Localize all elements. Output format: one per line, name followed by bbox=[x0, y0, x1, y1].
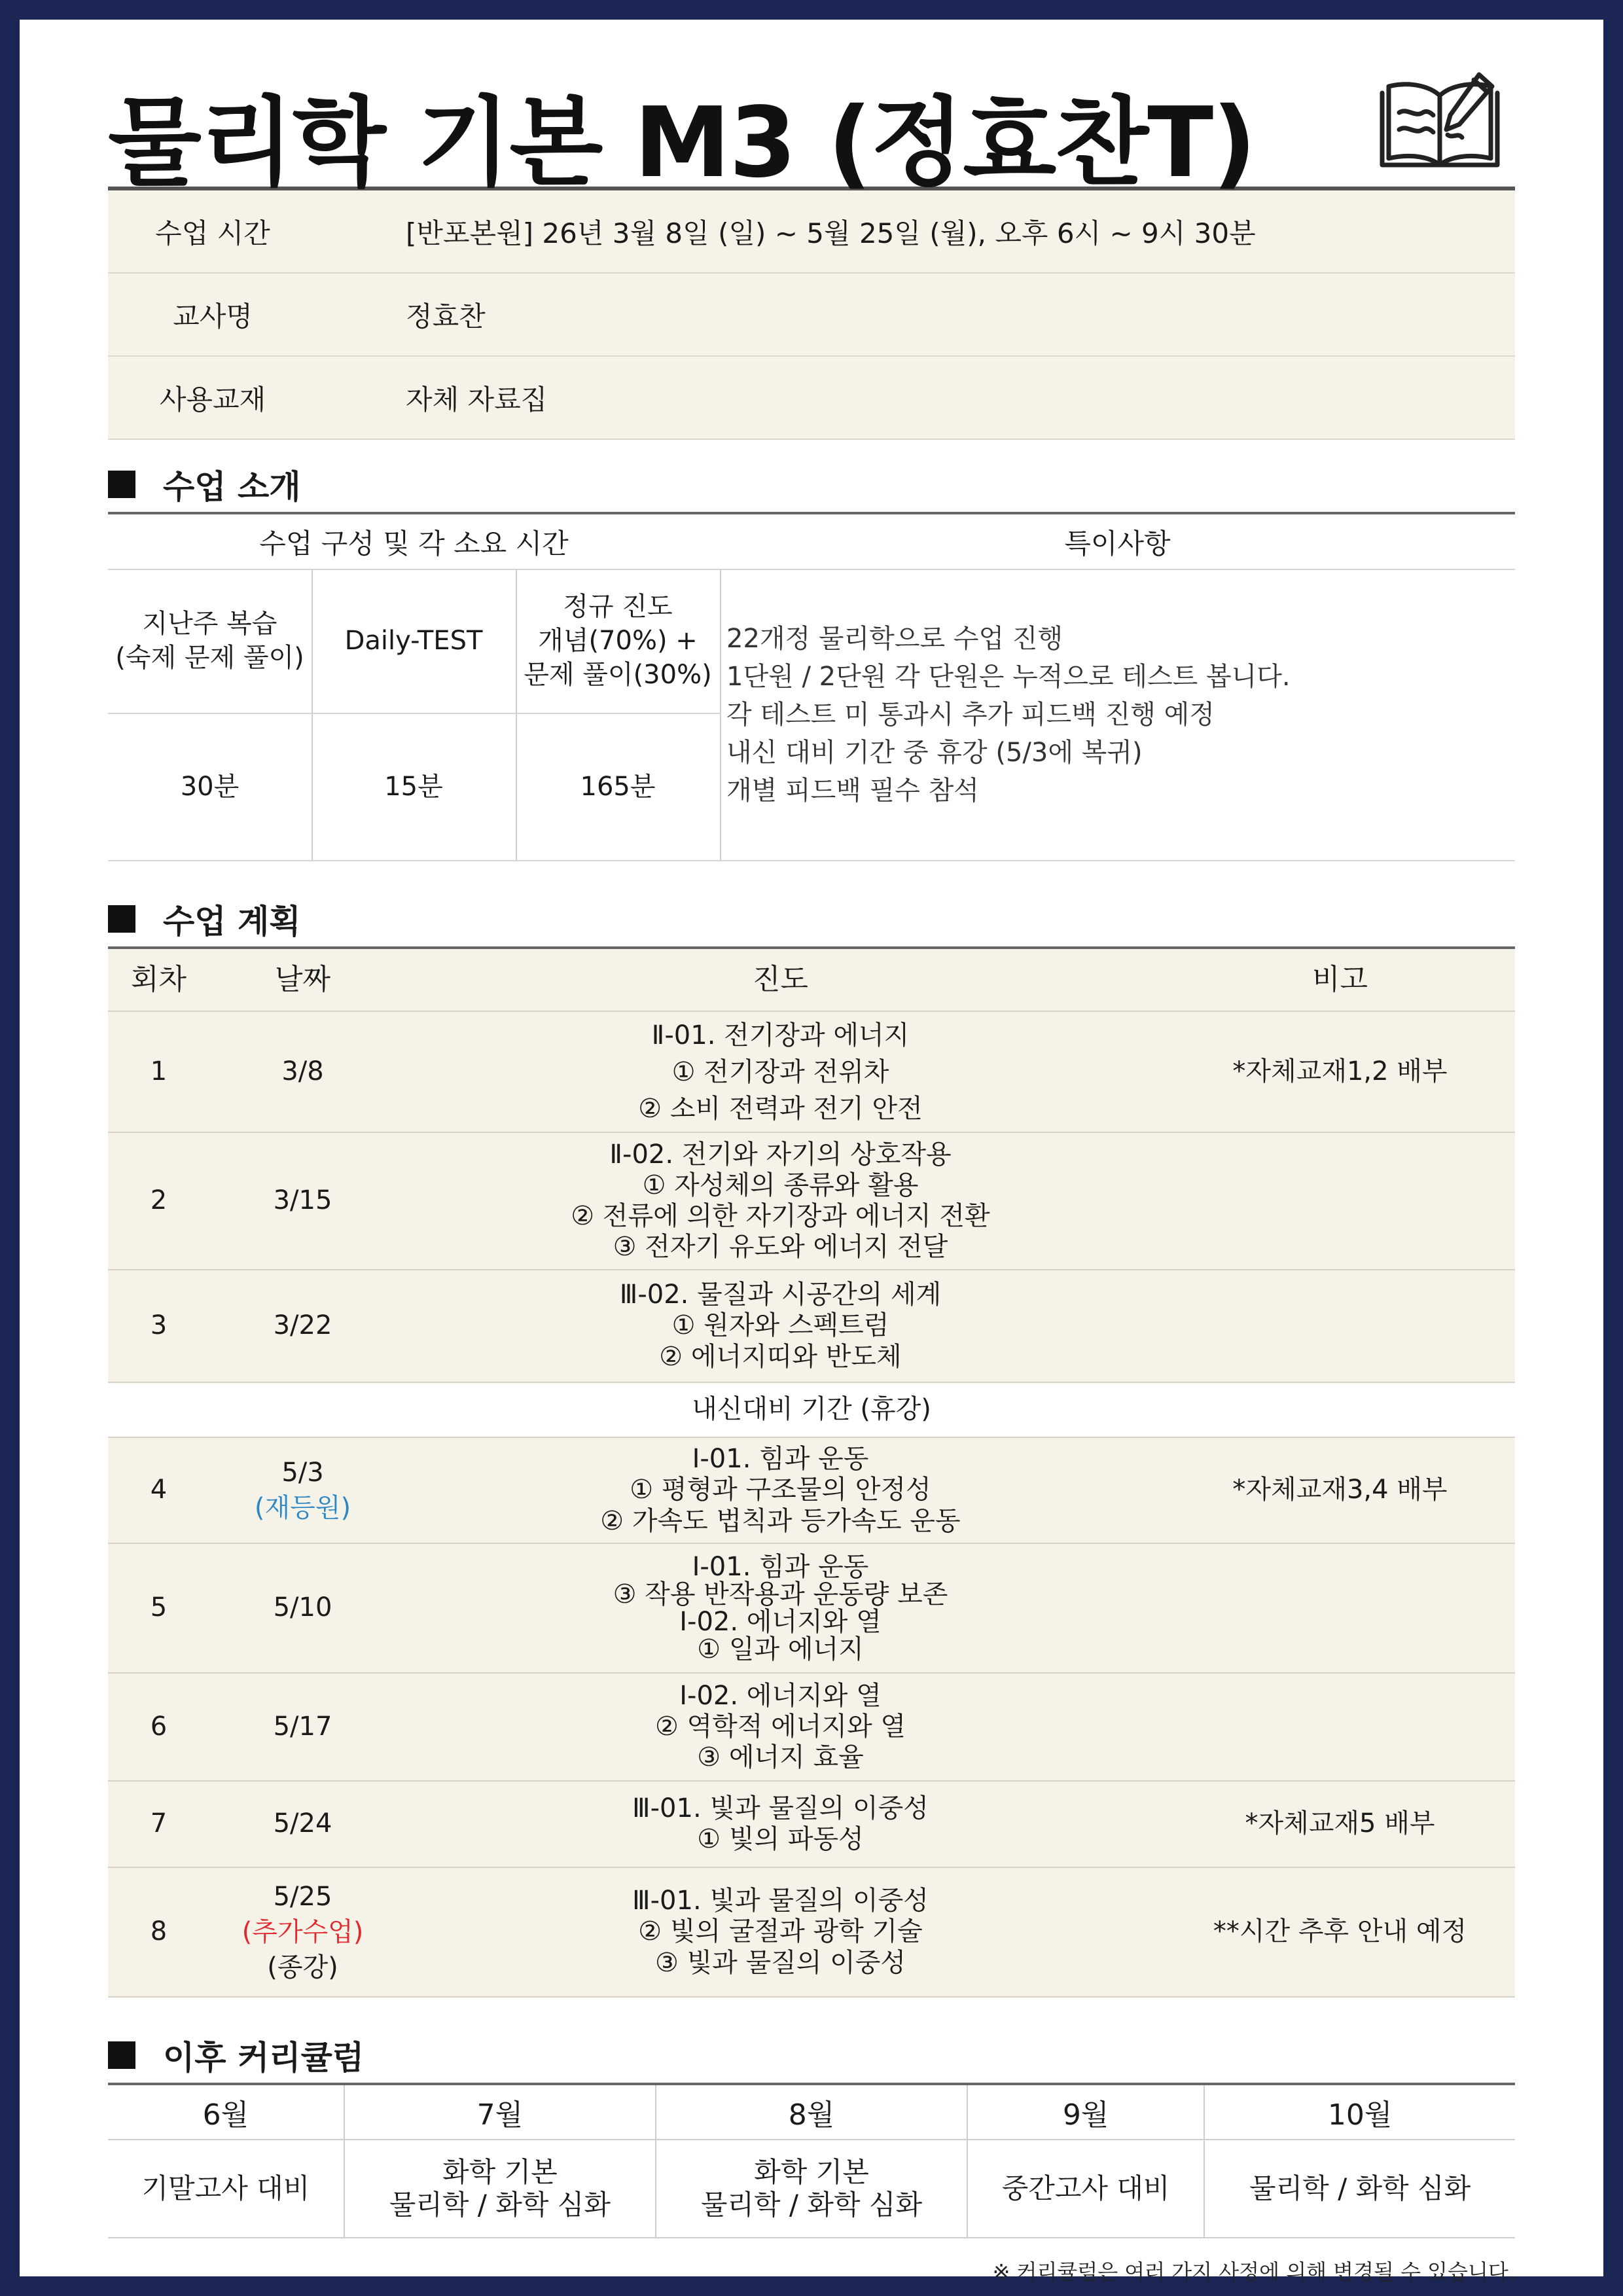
plan-content-line: ③ 빛과 물질의 이중성 bbox=[654, 1947, 906, 1978]
intro-notes bbox=[726, 569, 1512, 860]
plan-date: 3/22 bbox=[209, 1270, 396, 1382]
plan-col-header: 비고 bbox=[1165, 949, 1515, 1011]
curriculum-month-row bbox=[108, 2085, 1515, 2140]
plan-content-line: ② 에너지띠와 반도체 bbox=[659, 1341, 902, 1372]
plan-content-line: ③ 전자기 유도와 에너지 전달 bbox=[613, 1232, 948, 1263]
curriculum-item: 물리학 / 화학 심화 bbox=[1204, 2140, 1515, 2238]
info-table bbox=[108, 190, 1515, 440]
plan-note bbox=[1165, 1270, 1515, 1382]
plan-row bbox=[108, 1867, 1515, 1997]
plan-date-final-tag: (종강) bbox=[267, 1952, 338, 1982]
plan-content bbox=[396, 1673, 1165, 1781]
plan-session-no: 1 bbox=[108, 1011, 209, 1132]
intro-note: 개별 피드백 필수 참석 bbox=[726, 775, 979, 806]
info-value: 자체 자료집 bbox=[406, 383, 548, 416]
plan-row bbox=[108, 1543, 1515, 1673]
curriculum-item-row bbox=[108, 2140, 1515, 2238]
plan-date-cell bbox=[209, 1437, 396, 1543]
info-label: 사용교재 bbox=[159, 383, 266, 416]
info-value: [반포본원] 26년 3월 8일 (일) ~ 5월 25일 (월), 오후 6시 ~ 9시 30분 bbox=[406, 217, 1256, 249]
plan-break-row bbox=[108, 1382, 1515, 1437]
plan-col-header: 진도 bbox=[396, 949, 1165, 1011]
section-heading-intro bbox=[108, 440, 1515, 512]
plan-break-label: 내신대비 기간 (휴강) bbox=[108, 1382, 1515, 1437]
curriculum-month: 6월 bbox=[108, 2085, 344, 2140]
plan-row bbox=[108, 1673, 1515, 1781]
plan-table bbox=[108, 949, 1515, 1998]
info-label: 교사명 bbox=[173, 300, 253, 332]
intro-part-name: 정규 진도 개념(70%) + 문제 풀이(30%) bbox=[524, 592, 712, 690]
intro-part-time: 30분 bbox=[180, 771, 240, 802]
plan-content-line: ① 일과 에너지 bbox=[697, 1634, 864, 1664]
plan-content bbox=[396, 1270, 1165, 1382]
plan-content-line: ② 빛의 굴절과 광학 기술 bbox=[638, 1916, 923, 1947]
plan-session-no: 3 bbox=[108, 1270, 209, 1382]
intro-header-left: 수업 구성 및 각 소요 시간 bbox=[259, 527, 569, 560]
square-bullet-icon bbox=[108, 471, 135, 498]
section-heading-curriculum bbox=[108, 2011, 1515, 2083]
plan-session-no: 6 bbox=[108, 1673, 209, 1781]
curriculum-item: 화학 기본 물리학 / 화학 심화 bbox=[656, 2140, 967, 2238]
plan-note bbox=[1165, 1543, 1515, 1673]
plan-content bbox=[396, 1867, 1165, 1997]
intro-part-name: 지난주 복습 (숙제 문제 풀이) bbox=[115, 609, 304, 673]
plan-session-no: 5 bbox=[108, 1543, 209, 1673]
plan-content bbox=[396, 1437, 1165, 1543]
curriculum-footnote: ※ 커리큘럼은 여러 가지 사정에 의해 변경될 수 있습니다. bbox=[992, 2259, 1515, 2284]
intro-part-time: 165분 bbox=[580, 771, 656, 802]
info-row-teacher bbox=[108, 274, 1515, 357]
plan-content bbox=[396, 1543, 1165, 1673]
plan-content-line: ① 빛의 파동성 bbox=[697, 1824, 864, 1854]
plan-date: 3/8 bbox=[209, 1011, 396, 1132]
intro-divider bbox=[720, 569, 721, 860]
plan-date: 5/17 bbox=[209, 1673, 396, 1781]
plan-row bbox=[108, 1781, 1515, 1867]
plan-content-line: ② 역학적 에너지와 열 bbox=[654, 1711, 906, 1742]
plan-content-line: ③ 작용 반작용과 운동량 보존 bbox=[613, 1579, 948, 1609]
plan-content-line: Ⅱ-01. 전기장과 에너지 bbox=[651, 1020, 910, 1050]
plan-date-return-tag: (재등원) bbox=[254, 1493, 351, 1523]
plan-date: 5/24 bbox=[209, 1781, 396, 1867]
curriculum-month: 10월 bbox=[1204, 2085, 1515, 2140]
plan-date-cell bbox=[209, 1867, 396, 1997]
plan-content-line: Ⅲ-01. 빛과 물질의 이중성 bbox=[632, 1886, 929, 1916]
curriculum-table bbox=[108, 2085, 1515, 2238]
curriculum-month: 9월 bbox=[967, 2085, 1204, 2140]
plan-note bbox=[1165, 1673, 1515, 1781]
book-pen-icon bbox=[1374, 67, 1505, 178]
plan-row bbox=[108, 1132, 1515, 1270]
section-title: 이후 커리큘럼 bbox=[163, 2038, 365, 2077]
plan-content-line: ① 전기장과 전위차 bbox=[671, 1056, 889, 1087]
plan-row bbox=[108, 1011, 1515, 1132]
plan-content-line: ① 평형과 구조물의 안정성 bbox=[630, 1475, 931, 1505]
plan-note bbox=[1165, 1132, 1515, 1270]
plan-note: *자체교재3,4 배부 bbox=[1165, 1437, 1515, 1543]
plan-content bbox=[396, 1781, 1165, 1867]
plan-date: 5/3 bbox=[281, 1458, 324, 1488]
curriculum-item: 화학 기본 물리학 / 화학 심화 bbox=[344, 2140, 656, 2238]
section-title: 수업 계획 bbox=[163, 902, 301, 941]
curriculum-item: 중간고사 대비 bbox=[967, 2140, 1204, 2238]
title-row bbox=[108, 46, 1515, 199]
plan-session-no: 7 bbox=[108, 1781, 209, 1867]
intro-note: 22개정 물리학으로 수업 진행 bbox=[726, 623, 1063, 654]
plan-content-line: Ⅰ-02. 에너지와 열 bbox=[679, 1607, 882, 1637]
plan-content-line: Ⅲ-01. 빛과 물질의 이중성 bbox=[632, 1793, 929, 1823]
plan-content-line: ② 전류에 의한 자기장과 에너지 전환 bbox=[571, 1201, 990, 1231]
plan-date: 5/25 bbox=[273, 1882, 332, 1912]
plan-row bbox=[108, 1437, 1515, 1543]
plan-session-no: 2 bbox=[108, 1132, 209, 1270]
intro-divider bbox=[108, 860, 1515, 861]
curriculum-month: 8월 bbox=[656, 2085, 967, 2140]
plan-content-line: ③ 에너지 효율 bbox=[697, 1742, 864, 1773]
intro-header-right: 특이사항 bbox=[1064, 527, 1171, 560]
intro-table bbox=[108, 514, 1515, 861]
plan-note: *자체교재5 배부 bbox=[1165, 1781, 1515, 1867]
square-bullet-icon bbox=[108, 905, 135, 933]
section-title: 수업 소개 bbox=[163, 467, 301, 506]
info-row-textbook bbox=[108, 357, 1515, 440]
plan-content-line: Ⅰ-01. 힘과 운동 bbox=[692, 1552, 869, 1582]
plan-content-line: Ⅰ-02. 에너지와 열 bbox=[679, 1680, 882, 1711]
plan-date: 5/10 bbox=[209, 1543, 396, 1673]
document-sheet bbox=[20, 20, 1603, 2284]
plan-date: 3/15 bbox=[209, 1132, 396, 1270]
document-content bbox=[108, 46, 1515, 2286]
plan-content bbox=[396, 1132, 1165, 1270]
plan-content-line: Ⅱ-02. 전기와 자기의 상호작용 bbox=[609, 1139, 952, 1170]
plan-content-line: ② 가속도 법칙과 등가속도 운동 bbox=[600, 1505, 961, 1536]
intro-note: 1단원 / 2단원 각 단원은 누적으로 테스트 봅니다. bbox=[726, 661, 1291, 692]
intro-part-time: 15분 bbox=[384, 771, 443, 802]
plan-col-header: 회차 bbox=[108, 949, 209, 1011]
curriculum-item: 기말고사 대비 bbox=[108, 2140, 344, 2238]
square-bullet-icon bbox=[108, 2041, 135, 2069]
plan-col-header: 날짜 bbox=[209, 949, 396, 1011]
plan-session-no: 4 bbox=[108, 1437, 209, 1543]
intro-note: 내신 대비 기간 중 휴강 (5/3에 복귀) bbox=[726, 737, 1143, 768]
section-heading-plan bbox=[108, 874, 1515, 946]
plan-content-line: ① 자성체의 종류와 활용 bbox=[642, 1170, 919, 1200]
info-value: 정효찬 bbox=[406, 300, 486, 332]
intro-part-name: Daily-TEST bbox=[344, 626, 483, 656]
intro-note: 각 테스트 미 통과시 추가 피드백 진행 예정 bbox=[726, 699, 1215, 730]
plan-row bbox=[108, 1270, 1515, 1382]
plan-content-line: Ⅲ-02. 물질과 시공간의 세계 bbox=[619, 1280, 942, 1310]
plan-date-extra-class-tag: (추가수업) bbox=[241, 1917, 364, 1947]
plan-note: **시간 추후 안내 예정 bbox=[1165, 1867, 1515, 1997]
plan-session-no: 8 bbox=[108, 1867, 209, 1997]
info-label: 수업 시간 bbox=[155, 217, 270, 249]
plan-content-line: ② 소비 전력과 전기 안전 bbox=[638, 1093, 923, 1124]
plan-note: *자체교재1,2 배부 bbox=[1165, 1011, 1515, 1132]
page-title: 물리학 기본 M3 (정효찬T) bbox=[108, 86, 1255, 199]
plan-content-line: ① 원자와 스펙트럼 bbox=[671, 1310, 889, 1341]
curriculum-month: 7월 bbox=[344, 2085, 656, 2140]
plan-content-line: Ⅰ-01. 힘과 운동 bbox=[692, 1444, 869, 1475]
plan-header-row bbox=[108, 949, 1515, 1011]
plan-content bbox=[396, 1011, 1165, 1132]
